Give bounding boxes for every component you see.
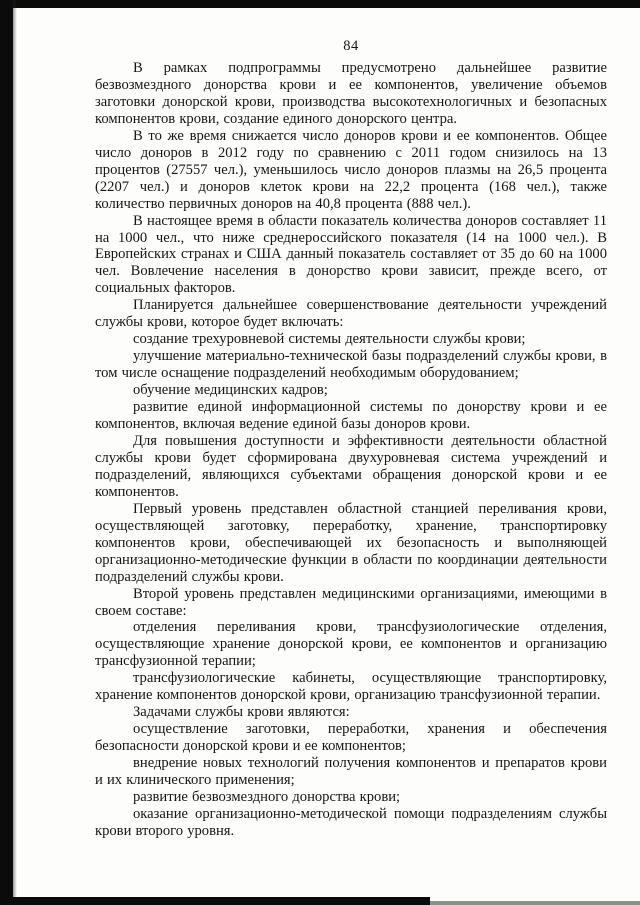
paragraph: создание трехуровневой системы деятельности службы крови;	[133, 331, 526, 348]
paragraph: Первый уровень представлен областной станцией переливания крови, осуществляющей заготовку, переработку, хранение, транспортировку компонентов крови, обеспечивающей их безопасность и выполняющей организационно-методические функции в области по координации деятельности подразделений службы крови.	[95, 500, 607, 585]
paragraph: отделения переливания крови, трансфузиологические отделения, осуществляющие хранение донорской крови, ее компонентов и организацию трансфузионной терапии;	[95, 619, 607, 670]
paragraph: развитие единой информационной системы по донорству крови и ее компонентов, включая ведение единой базы доноров крови.	[95, 399, 607, 433]
paragraph: Для повышения доступности и эффективности деятельности областной службы крови будет сформирована двухуровневая система учреждений и подразделений, являющихся субъектами обращения донорской крови и ее компонентов.	[95, 432, 607, 500]
paragraph: В рамках подпрограммы предусмотрено дальнейшее развитие безвозмездного донорства крови и ее компонентов, увеличение объемов заготовки донорской крови, производства высокотехнологичных и безопасных компонентов крови, создание единого донорского центра.	[95, 60, 607, 127]
paragraph: обучение медицинских кадров;	[133, 382, 328, 399]
paragraph: Планируется дальнейшее совершенствование деятельности учреждений службы крови, которое будет включать:	[95, 297, 607, 331]
paragraph: осуществление заготовки, переработки, хранения и обеспечения безопасности донорской крови и ее компонентов;	[95, 721, 607, 755]
scan-edge-top	[0, 0, 640, 8]
paragraph: Второй уровень представлен медицинскими организациями, имеющими в своем составе:	[95, 585, 607, 619]
document-body	[95, 60, 607, 840]
page-number: 84	[343, 38, 359, 54]
paragraph: Задачами службы крови являются:	[133, 704, 350, 721]
paragraph: В настоящее время в области показатель количества доноров составляет 11 на 1000 чел., что ниже среднероссийского показателя (14 на 1000 чел.). В Европейских странах и США данный показатель составляет от 35 до 60 на 1000 чел. Вовлечение населения в донорство крови зависит, прежде всего, от социальных факторов.	[95, 212, 607, 297]
paragraph: В то же время снижается число доноров крови и ее компонентов. Общее число доноров в 2012 году по сравнению с 2011 годом снизилось на 13 процентов (27557 чел.), уменьшилось число доноров плазмы на 26,5 процента (2207 чел.) и доноров клеток крови на 22,2 процента (168 чел.), также количество первичных доноров на 40,8 процента (888 чел.).	[95, 127, 607, 212]
paragraph: улучшение материально-технической базы подразделений службы крови, в том числе оснащение подразделений необходимым оборудованием;	[95, 348, 607, 382]
paragraph: внедрение новых технологий получения компонентов и препаратов крови и их клинического применения;	[95, 755, 607, 789]
paragraph: оказание организационно-методической помощи подразделениям службы крови второго уровня.	[95, 805, 607, 839]
paragraph: развитие безвозмездного донорства крови;	[133, 788, 401, 805]
scan-edge-bottom-black	[0, 897, 430, 905]
paragraph: трансфузиологические кабинеты, осуществляющие транспортировку, хранение компонентов донорской крови, организацию трансфузионной терапии.	[95, 670, 607, 704]
scan-edge-left	[0, 0, 13, 905]
